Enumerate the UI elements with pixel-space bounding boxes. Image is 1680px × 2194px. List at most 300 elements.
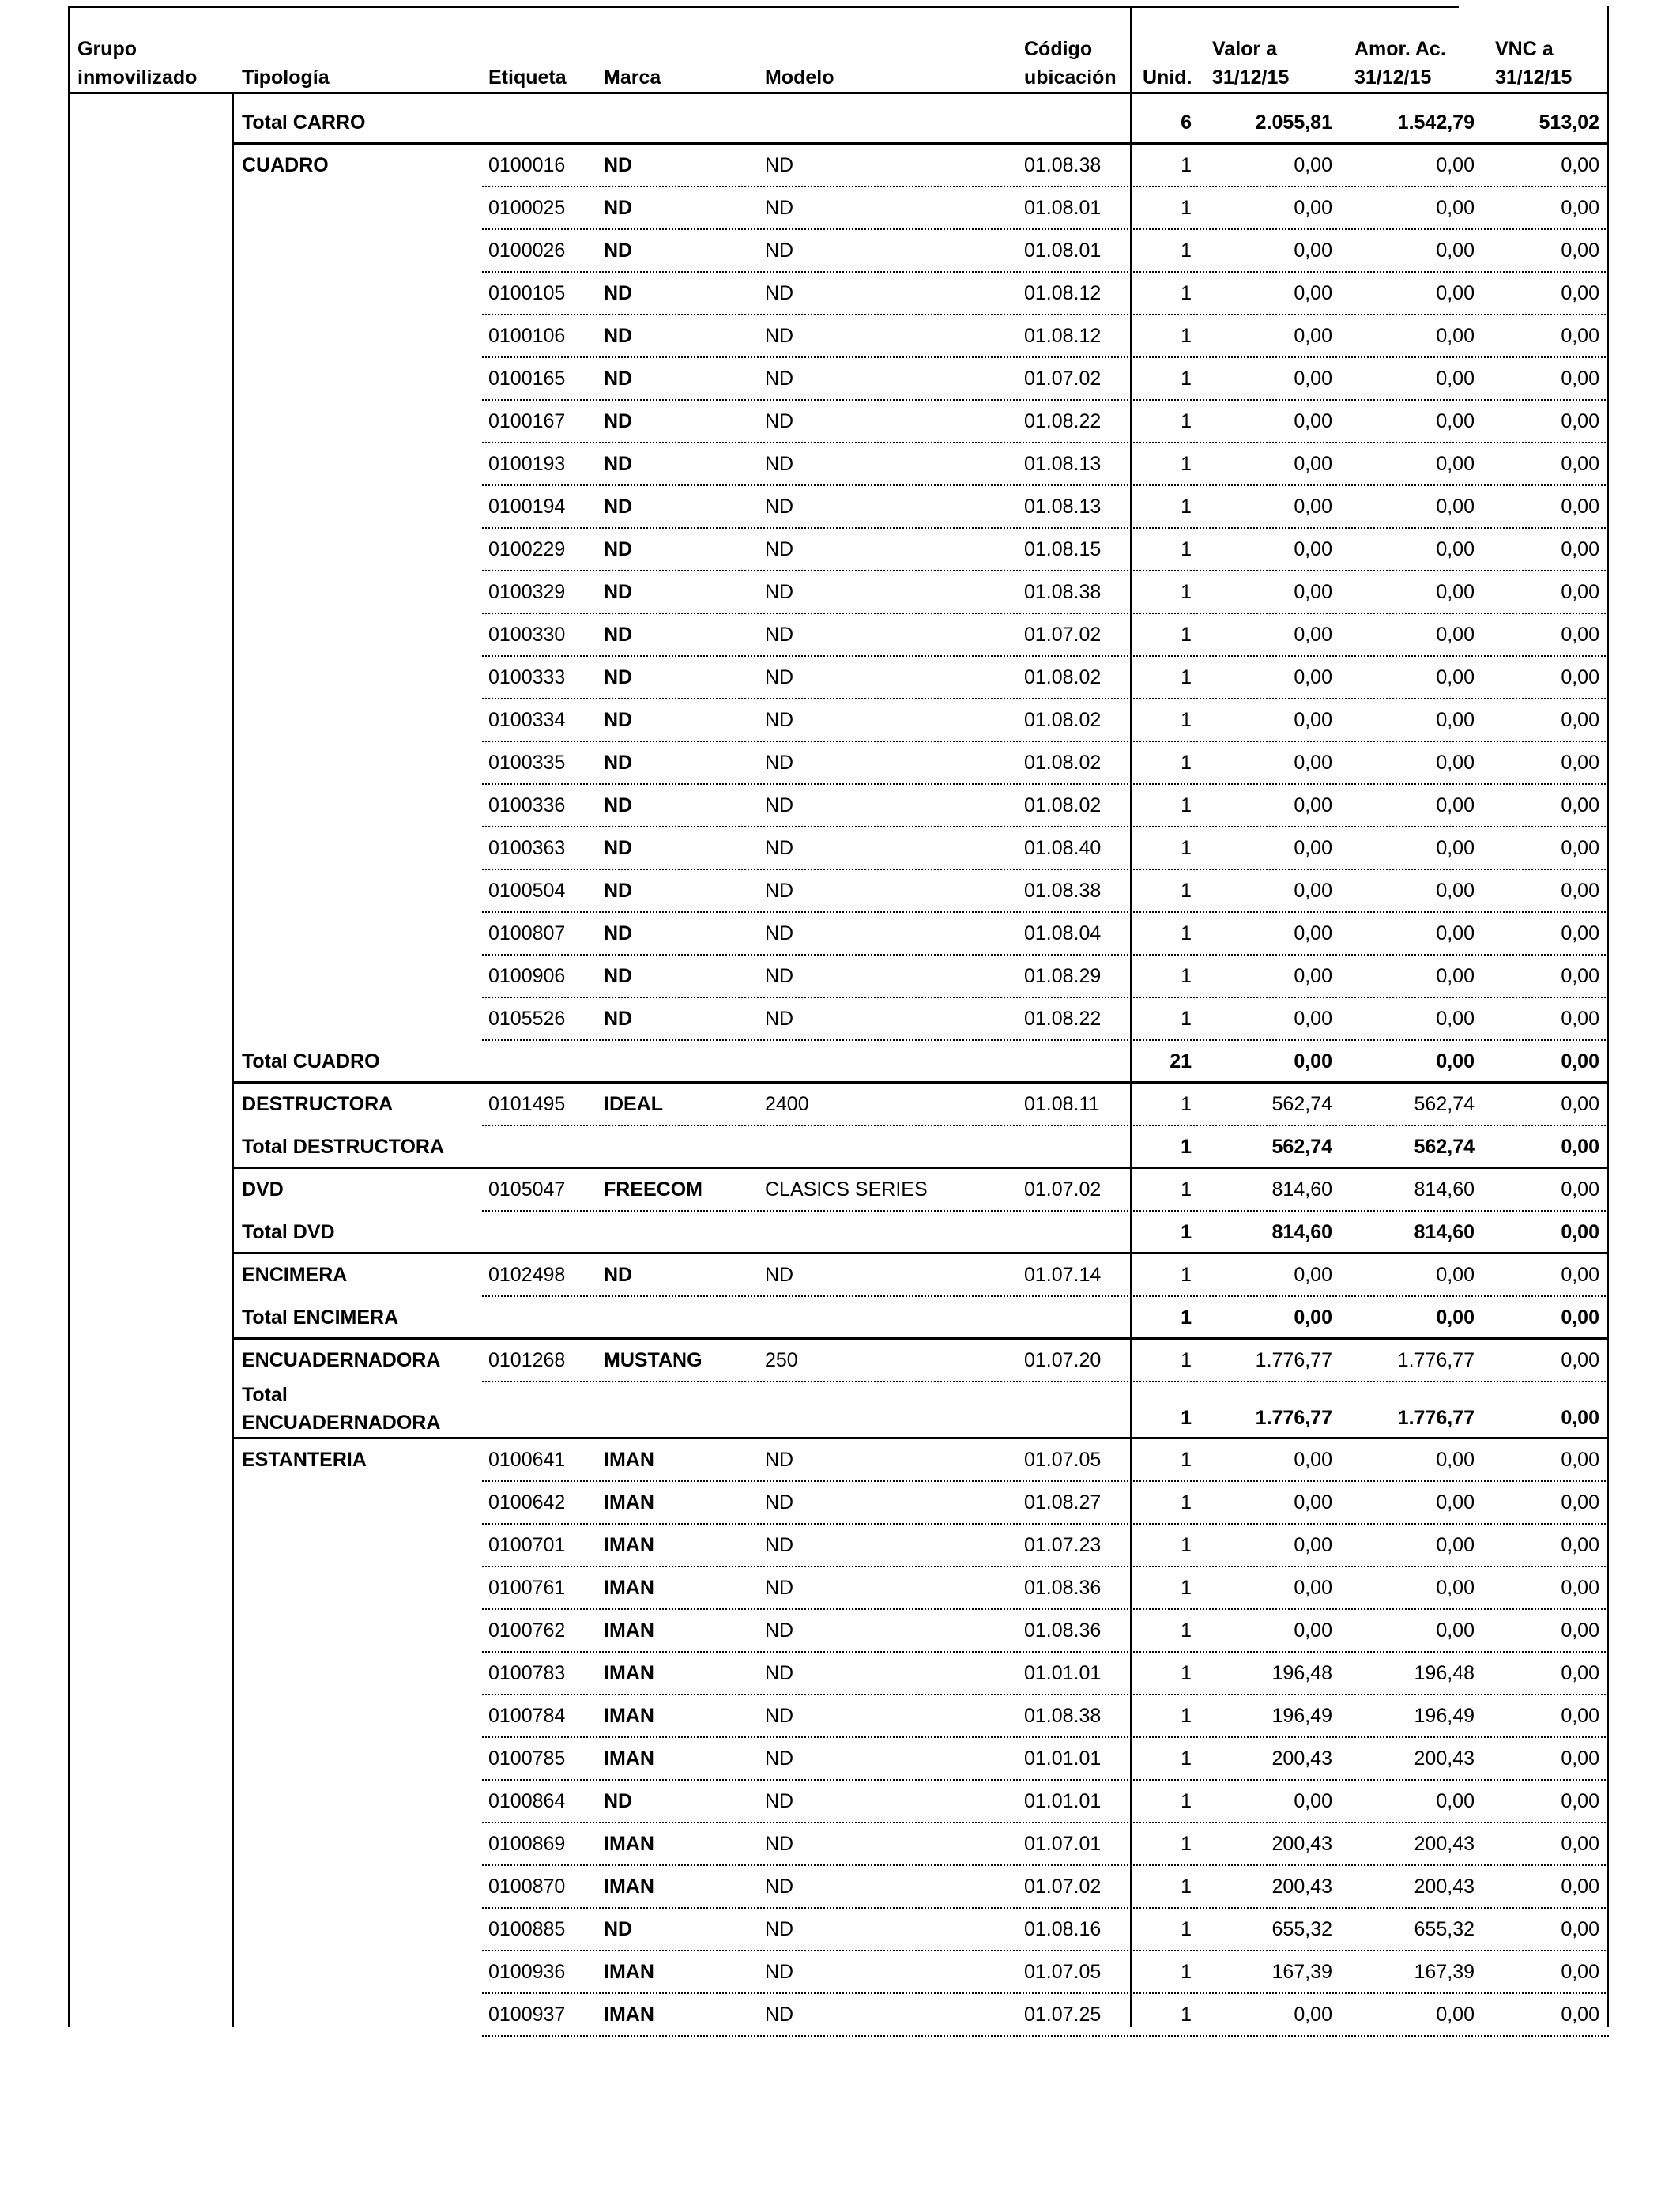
valor-cell: 0,00	[1294, 581, 1332, 603]
amor-cell: 0,00	[1436, 1491, 1475, 1514]
valor-cell: 0,00	[1294, 1534, 1332, 1556]
vnc-cell: 0,00	[1561, 282, 1599, 304]
valor-cell: 0,00	[1294, 880, 1332, 902]
modelo-cell: ND	[765, 1449, 794, 1471]
amor-cell: 0,00	[1436, 453, 1475, 475]
table-row	[0, 997, 1680, 1040]
amor-cell: 0,00	[1436, 496, 1475, 518]
modelo-cell: ND	[765, 154, 794, 176]
valor-cell: 0,00	[1294, 666, 1332, 688]
codigo-cell: 01.08.22	[1024, 410, 1102, 432]
codigo-cell: 01.08.38	[1024, 1705, 1102, 1727]
valor-total-cell: 2.055,81	[1255, 111, 1332, 134]
unid-cell: 1	[1181, 1178, 1192, 1201]
amor-cell: 0,00	[1436, 880, 1475, 902]
header-tipologia: Tipología	[242, 66, 330, 89]
amor-cell: 0,00	[1436, 239, 1475, 262]
codigo-cell: 01.08.02	[1024, 709, 1102, 731]
marca-cell: ND	[604, 837, 633, 859]
table-row	[0, 1609, 1680, 1652]
modelo-cell: ND	[765, 453, 794, 475]
unid-total-cell: 1	[1181, 1306, 1192, 1329]
codigo-cell: 01.07.20	[1024, 1349, 1102, 1371]
etiqueta-cell: 0100330	[488, 624, 566, 646]
unid-cell: 1	[1181, 1008, 1192, 1030]
codigo-cell: 01.08.02	[1024, 666, 1102, 688]
valor-cell: 0,00	[1294, 837, 1332, 859]
unid-cell: 1	[1181, 1093, 1192, 1115]
marca-cell: ND	[604, 453, 633, 475]
modelo-cell: ND	[765, 1961, 794, 1983]
valor-cell: 0,00	[1294, 1008, 1332, 1030]
amor-total-cell: 0,00	[1436, 1306, 1475, 1329]
valor-cell: 200,43	[1271, 1747, 1332, 1770]
etiqueta-cell: 0100762	[488, 1619, 566, 1642]
etiqueta-cell: 0100016	[488, 154, 566, 176]
etiqueta-cell: 0100025	[488, 197, 566, 219]
codigo-cell: 01.08.38	[1024, 581, 1102, 603]
table-row	[0, 1993, 1680, 2036]
marca-cell: ND	[604, 752, 633, 774]
vnc-total-cell: 0,00	[1561, 1306, 1599, 1329]
amor-cell: 0,00	[1436, 1008, 1475, 1030]
codigo-cell: 01.07.02	[1024, 1875, 1102, 1898]
etiqueta-cell: 0100334	[488, 709, 566, 731]
total-row	[0, 1125, 1680, 1168]
modelo-cell: ND	[765, 282, 794, 304]
header-valor: Valor a 31/12/15	[1212, 38, 1290, 89]
table-row	[0, 1083, 1680, 1125]
table-row	[0, 1823, 1680, 1865]
modelo-cell: ND	[765, 325, 794, 347]
valor-cell: 0,00	[1294, 1577, 1332, 1599]
vnc-cell: 0,00	[1561, 1747, 1599, 1770]
valor-cell: 0,00	[1294, 1264, 1332, 1286]
modelo-cell: CLASICS SERIES	[765, 1178, 928, 1201]
amor-cell: 0,00	[1436, 154, 1475, 176]
etiqueta-cell: 0100864	[488, 1790, 566, 1812]
codigo-cell: 01.07.25	[1024, 2004, 1102, 2026]
etiqueta-cell: 0100229	[488, 538, 566, 560]
modelo-cell: ND	[765, 794, 794, 816]
amor-cell: 0,00	[1436, 794, 1475, 816]
modelo-cell: ND	[765, 496, 794, 518]
table-row	[0, 1524, 1680, 1566]
unid-cell: 1	[1181, 1705, 1192, 1727]
marca-cell: IMAN	[604, 2004, 654, 2026]
modelo-cell: ND	[765, 1705, 794, 1727]
amor-cell: 0,00	[1436, 1264, 1475, 1286]
table-row	[0, 485, 1680, 528]
unid-cell: 1	[1181, 837, 1192, 859]
vnc-cell: 0,00	[1561, 1662, 1599, 1684]
total-label-cell: Total ENCIMERA	[242, 1306, 399, 1329]
table-row	[0, 1253, 1680, 1296]
modelo-cell: ND	[765, 1875, 794, 1898]
amor-cell: 0,00	[1436, 837, 1475, 859]
modelo-cell: ND	[765, 1747, 794, 1770]
unid-cell: 1	[1181, 581, 1192, 603]
table-row	[0, 656, 1680, 699]
etiqueta-cell: 0100642	[488, 1491, 566, 1514]
modelo-cell: ND	[765, 965, 794, 987]
marca-cell: IDEAL	[604, 1093, 663, 1115]
valor-cell: 0,00	[1294, 1790, 1332, 1812]
marca-cell: MUSTANG	[604, 1349, 703, 1371]
codigo-cell: 01.08.16	[1024, 1918, 1102, 1940]
amor-cell: 200,43	[1414, 1875, 1475, 1898]
unid-cell: 1	[1181, 1449, 1192, 1471]
unid-cell: 1	[1181, 368, 1192, 390]
marca-cell: ND	[604, 1264, 633, 1286]
valor-cell: 0,00	[1294, 922, 1332, 944]
table-row	[0, 1780, 1680, 1823]
marca-cell: ND	[604, 624, 633, 646]
amor-cell: 0,00	[1436, 410, 1475, 432]
etiqueta-cell: 0100167	[488, 410, 566, 432]
valor-total-cell: 1.776,77	[1255, 1407, 1332, 1429]
marca-cell: ND	[604, 154, 633, 176]
unid-cell: 1	[1181, 1534, 1192, 1556]
modelo-cell: ND	[765, 1577, 794, 1599]
header-vnc: VNC a 31/12/15	[1495, 38, 1573, 89]
marca-cell: ND	[604, 325, 633, 347]
codigo-cell: 01.08.02	[1024, 752, 1102, 774]
modelo-cell: ND	[765, 1790, 794, 1812]
table-row	[0, 1695, 1680, 1737]
vnc-cell: 0,00	[1561, 496, 1599, 518]
valor-cell: 0,00	[1294, 709, 1332, 731]
etiqueta-cell: 0100783	[488, 1662, 566, 1684]
modelo-cell: ND	[765, 410, 794, 432]
table-row	[0, 912, 1680, 955]
codigo-cell: 01.08.15	[1024, 538, 1102, 560]
etiqueta-cell: 0100936	[488, 1961, 566, 1983]
valor-cell: 0,00	[1294, 325, 1332, 347]
total-label-cell: Total CARRO	[242, 111, 366, 134]
modelo-cell: ND	[765, 197, 794, 219]
modelo-cell: ND	[765, 2004, 794, 2026]
table-row	[0, 1438, 1680, 1481]
unid-cell: 1	[1181, 410, 1192, 432]
valor-cell: 196,48	[1271, 1662, 1332, 1684]
total-row	[0, 1211, 1680, 1253]
amor-cell: 200,43	[1414, 1833, 1475, 1855]
unid-cell: 1	[1181, 1264, 1192, 1286]
total-label-line: ENCUADERNADORA	[242, 1412, 441, 1434]
total-label-cell	[242, 1382, 440, 1438]
unid-cell: 1	[1181, 1833, 1192, 1855]
header-marca: Marca	[604, 66, 661, 89]
unid-cell: 1	[1181, 154, 1192, 176]
table-row	[0, 229, 1680, 272]
codigo-cell: 01.08.38	[1024, 154, 1102, 176]
vnc-cell: 0,00	[1561, 922, 1599, 944]
codigo-cell: 01.08.13	[1024, 453, 1102, 475]
etiqueta-cell: 0100784	[488, 1705, 566, 1727]
vnc-cell: 0,00	[1561, 1833, 1599, 1855]
vnc-cell: 0,00	[1561, 1534, 1599, 1556]
unid-total-cell: 21	[1170, 1050, 1192, 1072]
table-row	[0, 741, 1680, 784]
table-row	[0, 571, 1680, 613]
valor-cell: 200,43	[1271, 1875, 1332, 1898]
table-row	[0, 1652, 1680, 1695]
unid-cell: 1	[1181, 709, 1192, 731]
amor-total-cell: 1.542,79	[1397, 111, 1475, 134]
marca-cell: ND	[604, 922, 633, 944]
vnc-cell: 0,00	[1561, 1349, 1599, 1371]
amor-cell: 655,32	[1414, 1918, 1475, 1940]
valor-cell: 0,00	[1294, 197, 1332, 219]
modelo-cell: ND	[765, 1662, 794, 1684]
modelo-cell: ND	[765, 837, 794, 859]
table-row	[0, 1481, 1680, 1524]
unid-cell: 1	[1181, 538, 1192, 560]
valor-cell: 0,00	[1294, 410, 1332, 432]
marca-cell: IMAN	[604, 1961, 654, 1983]
amor-cell: 0,00	[1436, 922, 1475, 944]
etiqueta-cell: 0105047	[488, 1178, 566, 1201]
modelo-cell: 2400	[765, 1093, 809, 1115]
valor-total-cell: 0,00	[1294, 1306, 1332, 1329]
table-row	[0, 315, 1680, 357]
unid-cell: 1	[1181, 1662, 1192, 1684]
table-row	[0, 955, 1680, 997]
marca-cell: IMAN	[604, 1705, 654, 1727]
amor-cell: 0,00	[1436, 581, 1475, 603]
vnc-cell: 0,00	[1561, 581, 1599, 603]
etiqueta-cell: 0102498	[488, 1264, 566, 1286]
valor-cell: 0,00	[1294, 282, 1332, 304]
vnc-total-cell: 0,00	[1561, 1221, 1599, 1243]
modelo-cell: ND	[765, 538, 794, 560]
codigo-cell: 01.08.38	[1024, 880, 1102, 902]
codigo-cell: 01.07.23	[1024, 1534, 1102, 1556]
modelo-cell: ND	[765, 709, 794, 731]
amor-cell: 0,00	[1436, 666, 1475, 688]
top-border	[68, 6, 1459, 8]
etiqueta-cell: 0100336	[488, 794, 566, 816]
header-etiqueta: Etiqueta	[488, 66, 567, 89]
vnc-cell: 0,00	[1561, 1264, 1599, 1286]
valor-cell: 562,74	[1271, 1093, 1332, 1115]
amor-cell: 0,00	[1436, 325, 1475, 347]
vnc-cell: 0,00	[1561, 1961, 1599, 1983]
valor-cell: 167,39	[1271, 1961, 1332, 1983]
amor-cell: 0,00	[1436, 1790, 1475, 1812]
unid-cell: 1	[1181, 1747, 1192, 1770]
valor-cell: 0,00	[1294, 624, 1332, 646]
vnc-cell: 0,00	[1561, 1875, 1599, 1898]
etiqueta-cell: 0100869	[488, 1833, 566, 1855]
vnc-cell: 0,00	[1561, 239, 1599, 262]
codigo-cell: 01.08.29	[1024, 965, 1102, 987]
codigo-cell: 01.08.01	[1024, 197, 1102, 219]
unid-total-cell: 6	[1181, 111, 1192, 134]
valor-cell: 0,00	[1294, 154, 1332, 176]
marca-cell: IMAN	[604, 1833, 654, 1855]
marca-cell: ND	[604, 1918, 633, 1940]
header-underline	[68, 92, 1609, 94]
unid-cell: 1	[1181, 794, 1192, 816]
codigo-cell: 01.08.36	[1024, 1577, 1102, 1599]
etiqueta-cell: 0100807	[488, 922, 566, 944]
etiqueta-cell: 0101268	[488, 1349, 566, 1371]
amor-cell: 562,74	[1414, 1093, 1475, 1115]
modelo-cell: ND	[765, 1491, 794, 1514]
marca-cell: ND	[604, 282, 633, 304]
etiqueta-cell: 0100937	[488, 2004, 566, 2026]
codigo-cell: 01.08.13	[1024, 496, 1102, 518]
marca-cell: FREECOM	[604, 1178, 703, 1201]
modelo-cell: ND	[765, 1534, 794, 1556]
vnc-cell: 0,00	[1561, 794, 1599, 816]
marca-cell: ND	[604, 197, 633, 219]
vnc-cell: 0,00	[1561, 1008, 1599, 1030]
vnc-cell: 0,00	[1561, 2004, 1599, 2026]
header-grupo: Grupo inmovilizado	[77, 38, 198, 89]
unid-total-cell: 1	[1181, 1136, 1192, 1158]
table-row	[0, 1339, 1680, 1382]
total-row	[0, 1382, 1680, 1438]
etiqueta-cell: 0100193	[488, 453, 566, 475]
valor-cell: 814,60	[1271, 1178, 1332, 1201]
amor-cell: 0,00	[1436, 1534, 1475, 1556]
table-row	[0, 1737, 1680, 1780]
amor-cell: 0,00	[1436, 368, 1475, 390]
unid-cell: 1	[1181, 197, 1192, 219]
valor-cell: 200,43	[1271, 1833, 1332, 1855]
unid-cell: 1	[1181, 624, 1192, 646]
valor-cell: 0,00	[1294, 496, 1332, 518]
unid-cell: 1	[1181, 880, 1192, 902]
codigo-cell: 01.08.04	[1024, 922, 1102, 944]
codigo-cell: 01.07.02	[1024, 368, 1102, 390]
valor-total-cell: 0,00	[1294, 1050, 1332, 1072]
vnc-cell: 0,00	[1561, 325, 1599, 347]
vnc-cell: 0,00	[1561, 1790, 1599, 1812]
vnc-cell: 0,00	[1561, 1093, 1599, 1115]
codigo-cell: 01.08.11	[1024, 1093, 1100, 1115]
marca-cell: ND	[604, 1790, 633, 1812]
table-row	[0, 272, 1680, 315]
unid-cell: 1	[1181, 752, 1192, 774]
marca-cell: ND	[604, 538, 633, 560]
amor-cell: 0,00	[1436, 624, 1475, 646]
valor-cell: 0,00	[1294, 752, 1332, 774]
amor-cell: 0,00	[1436, 538, 1475, 560]
unid-cell: 1	[1181, 2004, 1192, 2026]
etiqueta-cell: 0100906	[488, 965, 566, 987]
valor-cell: 0,00	[1294, 453, 1332, 475]
marca-cell: ND	[604, 496, 633, 518]
etiqueta-cell: 0100363	[488, 837, 566, 859]
table-row	[0, 784, 1680, 827]
table-row	[0, 187, 1680, 229]
valor-cell: 0,00	[1294, 965, 1332, 987]
marca-cell: IMAN	[604, 1619, 654, 1642]
vnc-cell: 0,00	[1561, 880, 1599, 902]
tipologia-cell: ENCIMERA	[242, 1264, 348, 1286]
modelo-cell: ND	[765, 666, 794, 688]
valor-cell: 0,00	[1294, 1619, 1332, 1642]
modelo-cell: ND	[765, 922, 794, 944]
amor-cell: 0,00	[1436, 2004, 1475, 2026]
vnc-cell: 0,00	[1561, 965, 1599, 987]
codigo-cell: 01.07.02	[1024, 1178, 1102, 1201]
unid-total-cell: 1	[1181, 1407, 1192, 1429]
modelo-cell: ND	[765, 1918, 794, 1940]
total-row	[0, 1296, 1680, 1339]
unid-cell: 1	[1181, 1491, 1192, 1514]
amor-cell: 0,00	[1436, 752, 1475, 774]
vnc-cell: 0,00	[1561, 1491, 1599, 1514]
amor-cell: 0,00	[1436, 1577, 1475, 1599]
codigo-cell: 01.07.05	[1024, 1449, 1102, 1471]
table-row	[0, 400, 1680, 443]
unid-cell: 1	[1181, 666, 1192, 688]
codigo-cell: 01.01.01	[1024, 1790, 1102, 1812]
vnc-cell: 0,00	[1561, 453, 1599, 475]
table-row	[0, 144, 1680, 187]
header-codigo: Código ubicación	[1024, 38, 1117, 89]
table-row	[0, 1566, 1680, 1609]
marca-cell: IMAN	[604, 1662, 654, 1684]
etiqueta-cell: 0100106	[488, 325, 566, 347]
marca-cell: ND	[604, 965, 633, 987]
tipologia-cell: ESTANTERIA	[242, 1449, 367, 1471]
etiqueta-cell: 0100641	[488, 1449, 566, 1471]
amor-cell: 814,60	[1414, 1178, 1475, 1201]
valor-cell: 0,00	[1294, 368, 1332, 390]
valor-cell: 0,00	[1294, 2004, 1332, 2026]
tipologia-cell: ENCUADERNADORA	[242, 1349, 441, 1371]
amor-cell: 0,00	[1436, 1449, 1475, 1471]
vnc-cell: 0,00	[1561, 1619, 1599, 1642]
amor-cell: 0,00	[1436, 197, 1475, 219]
tipologia-cell: DESTRUCTORA	[242, 1093, 394, 1115]
table-row	[0, 699, 1680, 741]
modelo-cell: ND	[765, 581, 794, 603]
modelo-cell: 250	[765, 1349, 798, 1371]
vnc-cell: 0,00	[1561, 197, 1599, 219]
etiqueta-cell: 0100761	[488, 1577, 566, 1599]
etiqueta-cell: 0101495	[488, 1093, 566, 1115]
total-row	[0, 1040, 1680, 1083]
codigo-cell: 01.08.01	[1024, 239, 1102, 262]
unid-cell: 1	[1181, 922, 1192, 944]
codigo-cell: 01.08.12	[1024, 282, 1102, 304]
total-label-cell: Total DVD	[242, 1221, 335, 1243]
unid-cell: 1	[1181, 1790, 1192, 1812]
codigo-cell: 01.08.02	[1024, 794, 1102, 816]
modelo-cell: ND	[765, 624, 794, 646]
codigo-cell: 01.01.01	[1024, 1747, 1102, 1770]
table-row	[0, 613, 1680, 656]
total-row	[0, 101, 1680, 144]
valor-cell: 1.776,77	[1255, 1349, 1332, 1371]
valor-cell: 196,49	[1271, 1705, 1332, 1727]
unid-cell: 1	[1181, 1918, 1192, 1940]
table-row	[0, 1168, 1680, 1211]
amor-cell: 0,00	[1436, 282, 1475, 304]
table-row	[0, 1908, 1680, 1951]
modelo-cell: ND	[765, 752, 794, 774]
vnc-cell: 0,00	[1561, 1918, 1599, 1940]
codigo-cell: 01.01.01	[1024, 1662, 1102, 1684]
header-modelo: Modelo	[765, 66, 834, 89]
